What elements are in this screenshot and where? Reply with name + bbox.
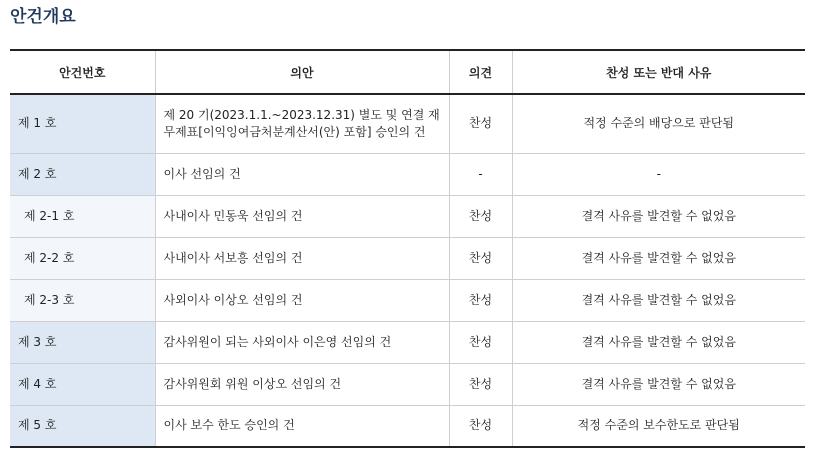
table-row: [10, 195, 805, 237]
table-row: [10, 321, 805, 363]
agenda-opinion: 찬성: [449, 195, 512, 237]
agenda-opinion: 찬성: [449, 237, 512, 279]
agenda-opinion: -: [449, 153, 512, 195]
agenda-table: [10, 49, 805, 448]
agenda-number: 제 2-2 호: [10, 237, 155, 279]
agenda-reason: 결격 사유를 발견할 수 없었음: [512, 321, 805, 363]
table-row: [10, 237, 805, 279]
agenda-opinion: 찬성: [449, 405, 512, 447]
agenda-reason: 결격 사유를 발견할 수 없었음: [512, 237, 805, 279]
header-number: 안건번호: [10, 50, 155, 94]
section-title: 안건개요: [10, 7, 76, 27]
agenda-number: 제 3 호: [10, 321, 155, 363]
table-row: [10, 153, 805, 195]
agenda-reason: -: [512, 153, 805, 195]
agenda-number: 제 4 호: [10, 363, 155, 405]
header-title: 의안: [155, 50, 449, 94]
agenda-title: 사외이사 이상오 선임의 건: [155, 279, 449, 321]
agenda-reason: 적정 수준의 보수한도로 판단됨: [512, 405, 805, 447]
agenda-title: 사내이사 민동욱 선임의 건: [155, 195, 449, 237]
agenda-opinion: 찬성: [449, 363, 512, 405]
agenda-opinion: 찬성: [449, 94, 512, 153]
agenda-title: 감사위원회 위원 이상오 선임의 건: [155, 363, 449, 405]
agenda-reason: 결격 사유를 발견할 수 없었음: [512, 363, 805, 405]
agenda-number: 제 5 호: [10, 405, 155, 447]
table-row: [10, 279, 805, 321]
table-row: [10, 405, 805, 447]
table-row: [10, 363, 805, 405]
agenda-number: 제 2 호: [10, 153, 155, 195]
table-row: [10, 94, 805, 153]
agenda-title: 사내이사 서보흥 선임의 건: [155, 237, 449, 279]
table-header: [10, 50, 805, 94]
agenda-number: 제 2-1 호: [10, 195, 155, 237]
agenda-reason: 적정 수준의 배당으로 판단됨: [512, 94, 805, 153]
header-opinion: 의견: [449, 50, 512, 94]
table-body: [10, 94, 805, 447]
agenda-opinion: 찬성: [449, 279, 512, 321]
agenda-title: 감사위원이 되는 사외이사 이은영 선임의 건: [155, 321, 449, 363]
agenda-number: 제 2-3 호: [10, 279, 155, 321]
agenda-opinion: 찬성: [449, 321, 512, 363]
agenda-title: 이사 선임의 건: [155, 153, 449, 195]
header-row: [10, 50, 805, 94]
agenda-reason: 결격 사유를 발견할 수 없었음: [512, 195, 805, 237]
agenda-number: 제 1 호: [10, 94, 155, 153]
agenda-title: 제 20 기(2023.1.1.~2023.12.31) 별도 및 연결 재무제표[이익잉여금처분계산서(안) 포함] 승인의 건: [155, 94, 449, 153]
agenda-title: 이사 보수 한도 승인의 건: [155, 405, 449, 447]
agenda-reason: 결격 사유를 발견할 수 없었음: [512, 279, 805, 321]
header-reason: 찬성 또는 반대 사유: [512, 50, 805, 94]
